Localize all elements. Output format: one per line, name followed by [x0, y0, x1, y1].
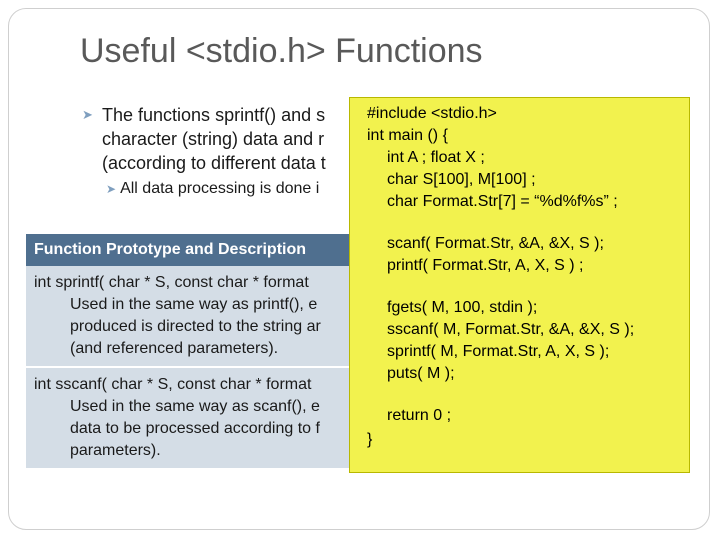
- sub-bullet-text: All data processing is done i: [120, 180, 320, 197]
- table-header: Function Prototype and Description: [26, 234, 690, 266]
- code-line: sprintf( M, Format.Str, A, X, S );: [387, 343, 610, 360]
- code-line: scanf( Format.Str, &A, &X, S );: [387, 235, 604, 252]
- bullet-icon: ➤: [106, 182, 117, 196]
- function-description: produced is directed to the string ar: [70, 318, 321, 335]
- bullet-line: character (string) data and r: [102, 129, 325, 149]
- code-line: return 0 ;: [387, 407, 452, 424]
- bullet-text: The functions sprintf() and s: [102, 105, 326, 125]
- sub-bullet: [106, 180, 319, 198]
- code-line: int A ; float X ;: [387, 149, 485, 166]
- code-line: sscanf( M, Format.Str, &A, &X, S );: [387, 321, 635, 338]
- function-prototype: int sscanf( char * S, const char * format: [34, 376, 312, 393]
- code-example-box: [349, 97, 690, 473]
- function-description: Used in the same way as scanf(), e: [70, 398, 320, 415]
- code-line: printf( Format.Str, A, X, S ) ;: [387, 257, 584, 274]
- code-line: char S[100], M[100] ;: [387, 171, 536, 188]
- slide-title: Useful <stdio.h> Functions: [80, 32, 483, 70]
- code-line: int main () {: [367, 127, 448, 144]
- bullet-line: [84, 103, 325, 127]
- function-description: Used in the same way as printf(), e: [70, 296, 318, 313]
- bullet-line: (according to different data t: [102, 153, 326, 173]
- function-description: (and referenced parameters).: [70, 340, 279, 357]
- code-line: char Format.Str[7] = “%d%f%s” ;: [387, 193, 618, 210]
- code-line: #include <stdio.h>: [367, 105, 497, 122]
- function-description: parameters).: [70, 442, 161, 459]
- function-description: data to be processed according to f: [70, 420, 320, 437]
- function-prototype: int sprintf( char * S, const char * format: [34, 274, 309, 291]
- bullet-icon: ➤: [82, 107, 93, 122]
- code-line: }: [367, 431, 373, 448]
- code-line: fgets( M, 100, stdin );: [387, 299, 538, 316]
- code-line: puts( M );: [387, 365, 455, 382]
